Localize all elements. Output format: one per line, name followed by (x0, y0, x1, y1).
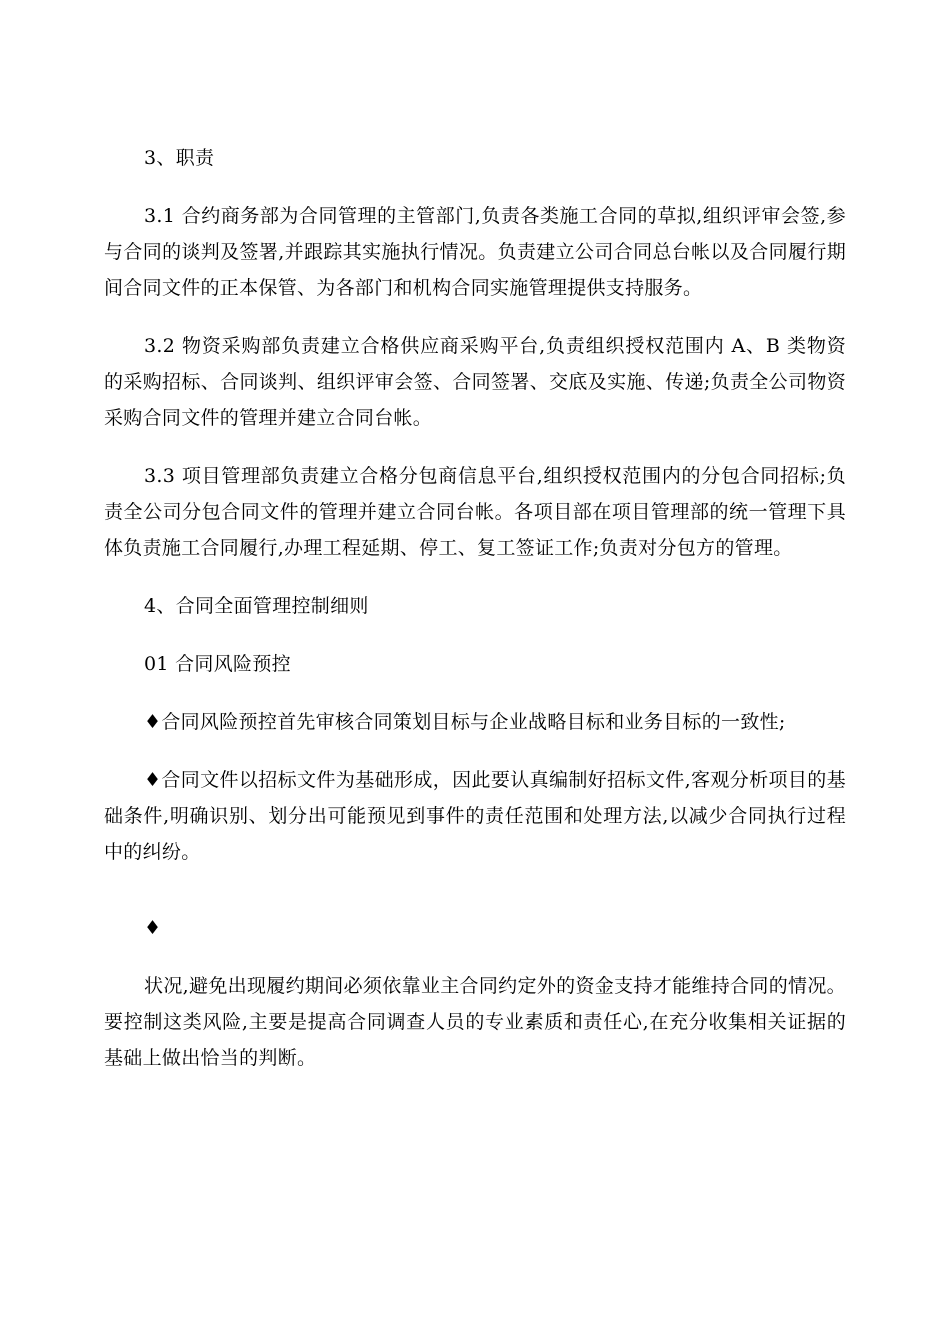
bullet-paragraph-1: ♦合同风险预控首先审核合同策划目标与企业战略目标和业务目标的一致性; (144, 711, 786, 733)
document-body (104, 140, 846, 1098)
section-heading-control-rules: 4、合同全面管理控制细则 (144, 595, 369, 617)
bullet-paragraph-2: ♦合同文件以招标文件为基础形成，因此要认真编制好招标文件,客观分析项目的基础条件,明确识别、划分出可能预见到事件的责任范围和处理方法,以减少合同执行过程中的纠纷。 (104, 769, 846, 863)
paragraph-3-2: 3.2 物资采购部负责建立合格供应商采购平台,负责组织授权范围内 A、B 类物资的采购招标、合同谈判、组织评审会签、合同签署、交底及实施、传递;负责全公司物资采购合同文件的管理并建立合同台帐。 (104, 335, 846, 429)
paragraph-3-1: 3.1 合约商务部为合同管理的主管部门,负责各类施工合同的草拟,组织评审会签,参与合同的谈判及签署,并跟踪其实施执行情况。负责建立公司合同总台帐以及合同履行期间合同文件的正本保管、为各部门和机构合同实施管理提供支持服务。 (104, 205, 846, 299)
paragraph-funding-risk: 状况,避免出现履约期间必须依靠业主合同约定外的资金支持才能维持合同的情况。要控制这类风险,主要是提高合同调查人员的专业素质和责任心,在充分收集相关证据的基础上做出恰当的判断。 (104, 975, 846, 1069)
subsection-heading-risk-control: 01 合同风险预控 (144, 653, 291, 675)
paragraph-3-3: 3.3 项目管理部负责建立合格分包商信息平台,组织授权范围内的分包合同招标;负责全公司分包合同文件的管理并建立合同台帐。各项目部在项目管理部的统一管理下具体负责施工合同履行,办理工程延期、停工、复工签证工作;负责对分包方的管理。 (104, 465, 846, 559)
section-heading-responsibilities: 3、职责 (144, 147, 215, 169)
bullet-marker-3: ♦ (144, 917, 162, 939)
